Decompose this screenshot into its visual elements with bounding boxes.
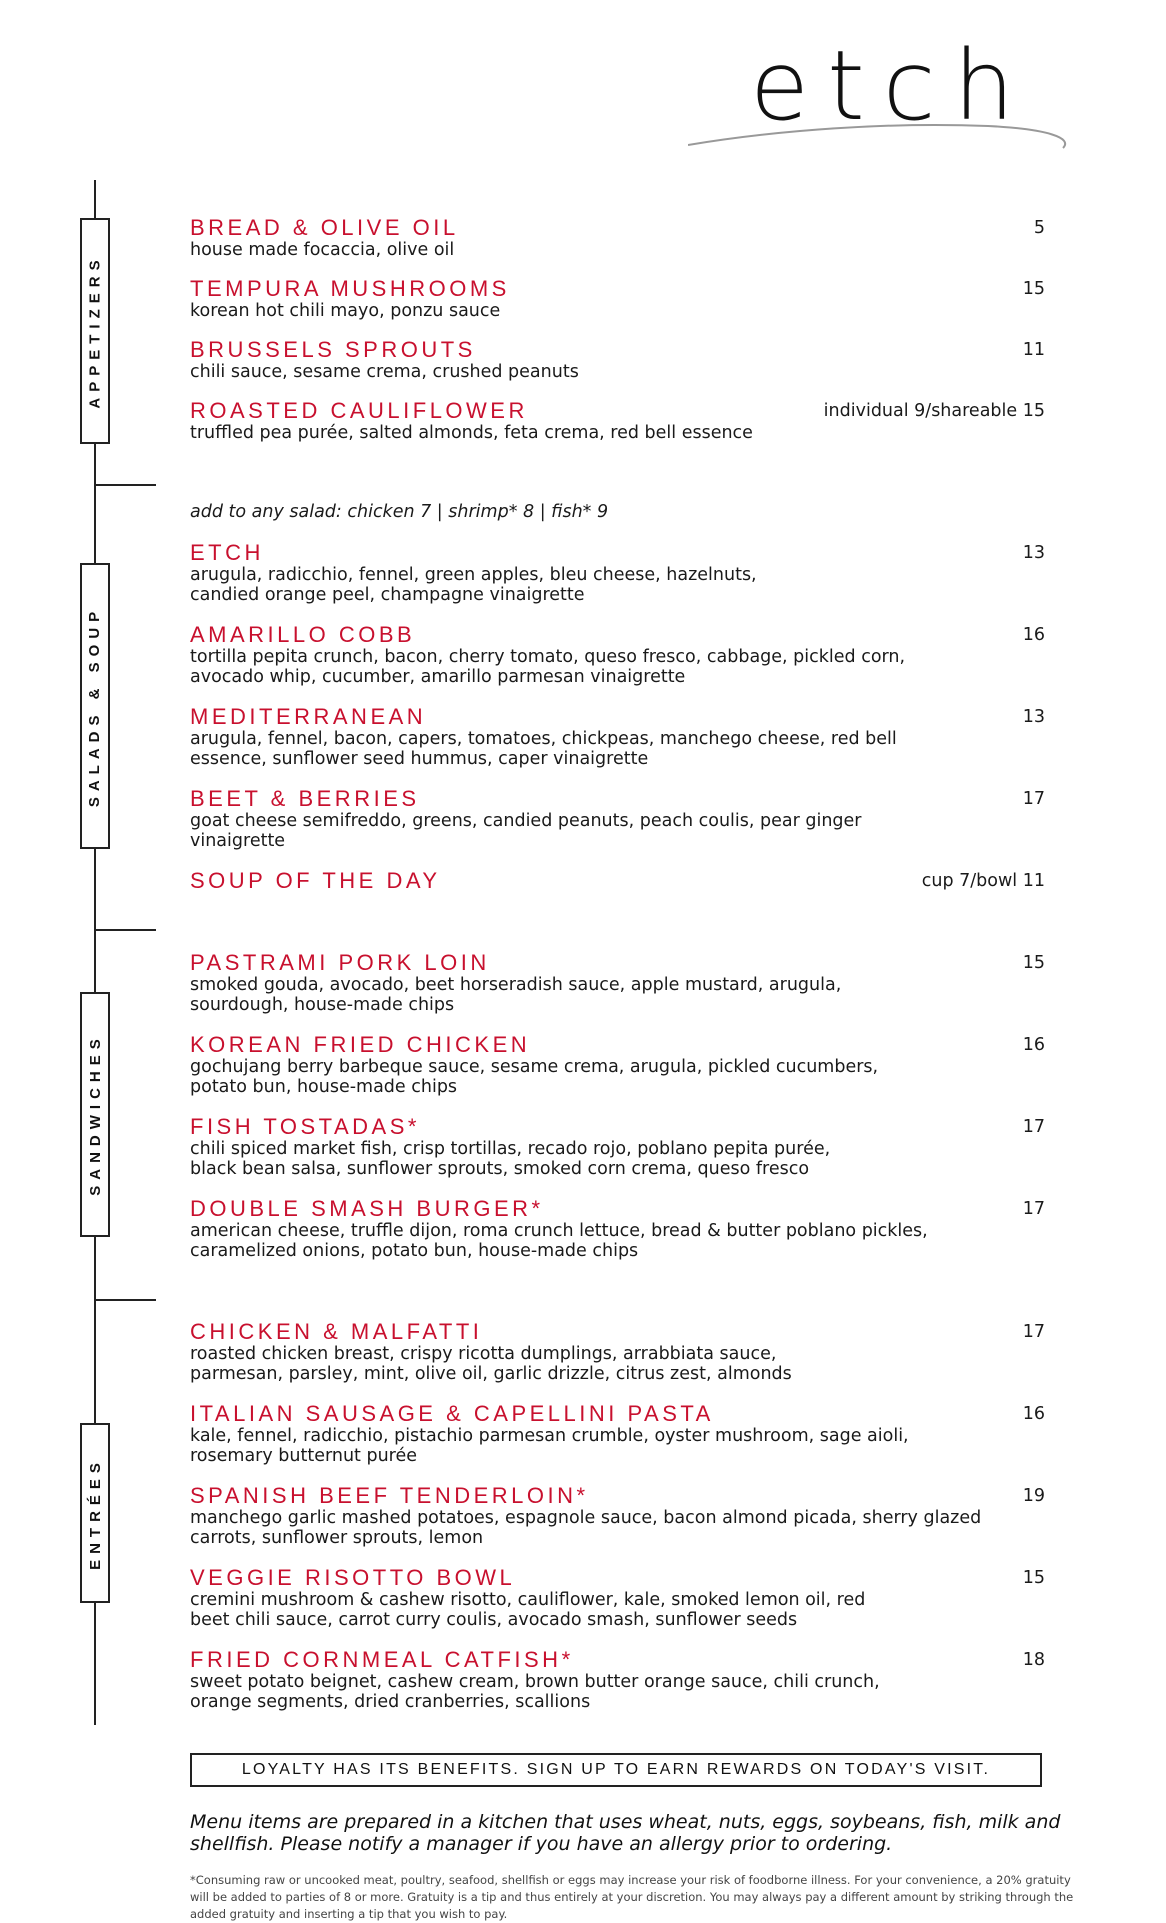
item-description: korean hot chili mayo, ponzu sauce — [190, 301, 501, 321]
section-label-entrees: ENTRÉES — [80, 1423, 110, 1603]
item-price: 17 — [1022, 789, 1045, 809]
item-name: FRIED CORNMEAL CATFISH* — [190, 1647, 574, 1672]
menu-item — [190, 1566, 1045, 1630]
item-description: goat cheese semifreddo, greens, candied peanuts, peach coulis, pear ginger vinaigrette — [190, 811, 862, 851]
section-label-salads-soup: SALADS & SOUP — [80, 563, 110, 849]
item-description: cremini mushroom & cashew risotto, cauliflower, kale, smoked lemon oil, red beet chili sauce, carrot curry coulis, avocado smash, sunflower seeds — [190, 1590, 866, 1630]
menu-item — [190, 1648, 1045, 1712]
menu-item — [190, 705, 1045, 769]
menu-item — [190, 951, 1045, 1015]
menu-item — [190, 338, 1045, 382]
item-description: tortilla pepita crunch, bacon, cherry tomato, queso fresco, cabbage, pickled corn, avocado whip, cucumber, amarillo parmesan vinaigrette — [190, 647, 906, 687]
item-price: 18 — [1022, 1650, 1045, 1670]
menu-item — [190, 1402, 1045, 1466]
item-price: 15 — [1022, 1568, 1045, 1588]
item-description: sweet potato beignet, cashew cream, brown butter orange sauce, chili crunch, orange segments, dried cranberries, scallions — [190, 1672, 880, 1712]
item-price: 15 — [1022, 279, 1045, 299]
section-divider — [94, 484, 156, 486]
item-description: american cheese, truffle dijon, roma crunch lettuce, bread & butter poblano pickles, caramelized onions, potato bun, house-made chips — [190, 1221, 928, 1261]
item-price: 11 — [1022, 340, 1045, 360]
menu-item — [190, 1484, 1045, 1548]
section-label-appetizers: APPETIZERS — [80, 218, 110, 444]
menu-item — [190, 787, 1045, 851]
item-price: 16 — [1022, 625, 1045, 645]
allergy-notice: Menu items are prepared in a kitchen that uses wheat, nuts, eggs, soybeans, fish, milk and shellfish. Please notify a manager if you have an allergy prior to ordering. — [190, 1811, 1061, 1855]
salad-addon-note: add to any salad: chicken 7 | shrimp* 8 | fish* 9 — [190, 502, 609, 522]
menu-item — [190, 623, 1045, 687]
item-name: BRUSSELS SPROUTS — [190, 337, 476, 362]
item-description: manchego garlic mashed potatoes, espagnole sauce, bacon almond picada, sherry glazed carrots, sunflower sprouts, lemon — [190, 1508, 982, 1548]
menu-item — [190, 1033, 1045, 1097]
item-price: 17 — [1022, 1322, 1045, 1342]
item-name: BREAD & OLIVE OIL — [190, 215, 459, 240]
item-description: arugula, radicchio, fennel, green apples, bleu cheese, hazelnuts, candied orange peel, champagne vinaigrette — [190, 565, 757, 605]
item-name: DOUBLE SMASH BURGER* — [190, 1196, 544, 1221]
menu-item — [190, 1115, 1045, 1179]
loyalty-banner: LOYALTY HAS ITS BENEFITS. SIGN UP TO EARN REWARDS ON TODAY'S VISIT. — [190, 1753, 1042, 1787]
section-divider — [94, 1299, 156, 1301]
item-description: roasted chicken breast, crispy ricotta dumplings, arrabbiata sauce, parmesan, parsley, mint, olive oil, garlic drizzle, citrus zest, almonds — [190, 1344, 792, 1384]
item-price: 19 — [1022, 1486, 1045, 1506]
menu-item — [190, 869, 1045, 893]
item-name: ITALIAN SAUSAGE & CAPELLINI PASTA — [190, 1401, 714, 1426]
item-name: ROASTED CAULIFLOWER — [190, 398, 528, 423]
logo-text: etch — [750, 30, 1033, 142]
item-name: ETCH — [190, 540, 264, 565]
item-name: MEDITERRANEAN — [190, 704, 427, 729]
item-description: chili spiced market fish, crisp tortillas, recado rojo, poblano pepita purée, black bean salsa, sunflower sprouts, smoked corn crema, queso fresco — [190, 1139, 831, 1179]
item-price: 16 — [1022, 1404, 1045, 1424]
item-name: SOUP OF THE DAY — [190, 868, 441, 893]
item-price: 13 — [1022, 543, 1045, 563]
item-name: KOREAN FRIED CHICKEN — [190, 1032, 531, 1057]
item-price: 13 — [1022, 707, 1045, 727]
item-description: kale, fennel, radicchio, pistachio parmesan crumble, oyster mushroom, sage aioli, rosemary butternut purée — [190, 1426, 909, 1466]
item-name: CHICKEN & MALFATTI — [190, 1319, 483, 1344]
item-price: individual 9/shareable 15 — [823, 401, 1045, 421]
footnote-disclaimer: *Consuming raw or uncooked meat, poultry, seafood, shellfish or eggs may increase your risk of foodborne illness. For your convenience, a 20% gratuity will be added to parties of 8 or more. Gratuity is a tip and thus entirely at your discretion. You may always pay a different amount by striking through the added gratuity and inserting a tip that you wish to pay. — [190, 1873, 1074, 1921]
section-label-sandwiches: SANDWICHES — [80, 992, 110, 1237]
menu-item — [190, 1320, 1045, 1384]
item-name: SPANISH BEEF TENDERLOIN* — [190, 1483, 589, 1508]
item-price: 17 — [1022, 1199, 1045, 1219]
item-name: VEGGIE RISOTTO BOWL — [190, 1565, 516, 1590]
item-name: AMARILLO COBB — [190, 622, 416, 647]
item-price: 15 — [1022, 953, 1045, 973]
menu-item — [190, 277, 1045, 321]
menu-item — [190, 541, 1045, 605]
item-name: PASTRAMI PORK LOIN — [190, 950, 490, 975]
menu-item — [190, 216, 1045, 260]
item-price: 17 — [1022, 1117, 1045, 1137]
item-description: chili sauce, sesame crema, crushed peanuts — [190, 362, 579, 382]
menu-item — [190, 399, 1045, 443]
item-description: truffled pea purée, salted almonds, feta crema, red bell essence — [190, 423, 753, 443]
item-price: 16 — [1022, 1035, 1045, 1055]
item-description: gochujang berry barbeque sauce, sesame crema, arugula, pickled cucumbers, potato bun, house-made chips — [190, 1057, 879, 1097]
etch-logo — [688, 30, 1068, 160]
menu-item — [190, 1197, 1045, 1261]
item-name: BEET & BERRIES — [190, 786, 420, 811]
item-price: 5 — [1033, 218, 1045, 238]
item-price: cup 7/bowl 11 — [921, 871, 1045, 891]
item-name: FISH TOSTADAS* — [190, 1114, 420, 1139]
item-description: house made focaccia, olive oil — [190, 240, 455, 260]
item-description: arugula, fennel, bacon, capers, tomatoes, chickpeas, manchego cheese, red bell essence, sunflower seed hummus, caper vinaigrette — [190, 729, 897, 769]
section-divider — [94, 929, 156, 931]
item-description: smoked gouda, avocado, beet horseradish sauce, apple mustard, arugula, sourdough, house-made chips — [190, 975, 842, 1015]
item-name: TEMPURA MUSHROOMS — [190, 276, 510, 301]
